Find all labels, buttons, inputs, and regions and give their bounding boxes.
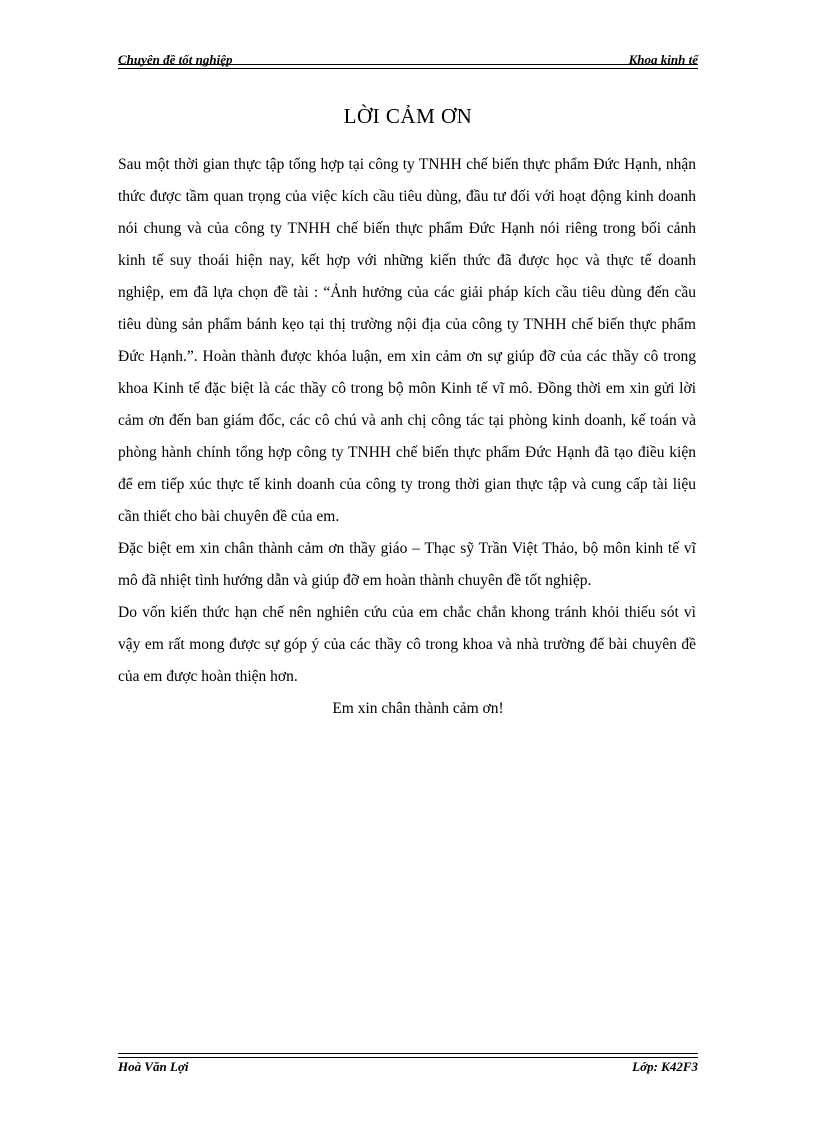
- footer-divider: [118, 1053, 698, 1058]
- footer-author-name: Hoà Văn Lợi: [118, 1059, 189, 1074]
- document-body: [118, 149, 696, 725]
- header-course-label: Chuyên đề tốt nghiệp: [118, 52, 233, 67]
- paragraph-intro: Sau một thời gian thực tập tổng hợp tại công ty TNHH chế biến thực phẩm Đức Hạnh, nhận thức được tầm quan trọng của việc kích cầu tiêu dùng, đầu tư đối với hoạt động kinh doanh nói chung và của công ty TNHH chế biến thực phẩm Đức Hạnh nói riêng trong bối cảnh kinh tế suy thoái hiện nay, kết hợp với những kiến thức đã được học và thực tế doanh nghiệp, em đã lựa chọn đề tài : “Ảnh hưởng của các giải pháp kích cầu tiêu dùng đến cầu tiêu dùng sản phẩm bánh kẹo tại thị trường nội địa của công ty TNHH chế biến thực phẩm Đức Hạnh.”. Hoàn thành được khóa luận, em xin cảm ơn sự giúp đỡ của các thầy cô trong khoa Kinh tế đặc biệt là các thầy cô trong bộ môn Kinh tế vĩ mô. Đồng thời em xin gửi lời cảm ơn đến ban giám đốc, các cô chú và anh chị công tác tại phòng kinh doanh, kế toán và phòng hành chính tổng hợp công ty TNHH chế biến thực phẩm Đức Hạnh đã tạo điều kiện để em tiếp xúc thực tế kinh doanh của công ty trong thời gian thực tập và cung cấp tài liệu cần thiết cho bài chuyên đề của em.: [118, 156, 696, 525]
- header-divider: [118, 64, 698, 69]
- header-faculty-label: Khoa kinh tế: [628, 52, 698, 67]
- paragraph-limitations: Do vốn kiến thức hạn chế nên nghiên cứu của em chắc chắn khong tránh khỏi thiếu sót vì vậy em rất mong được sự góp ý của các thầy cô trong khoa và nhà trường để bài chuyên đề của em được hoàn thiện hơn.: [118, 604, 696, 685]
- page-footer: [118, 1051, 698, 1075]
- footer-class-label: Lớp: K42F3: [632, 1059, 698, 1074]
- page-header: [118, 50, 698, 68]
- closing-line: Em xin chân thành cảm ơn!: [332, 700, 504, 717]
- paragraph-thanks-advisor: Đặc biệt em xin chân thành cảm ơn thầy giáo – Thạc sỹ Trần Việt Thảo, bộ môn kinh tế vĩ mô đã nhiệt tình hướng dẫn và giúp đỡ em hoàn thành chuyên đề tốt nghiệp.: [118, 540, 696, 589]
- page-title: LỜI CẢM ƠN: [343, 104, 473, 128]
